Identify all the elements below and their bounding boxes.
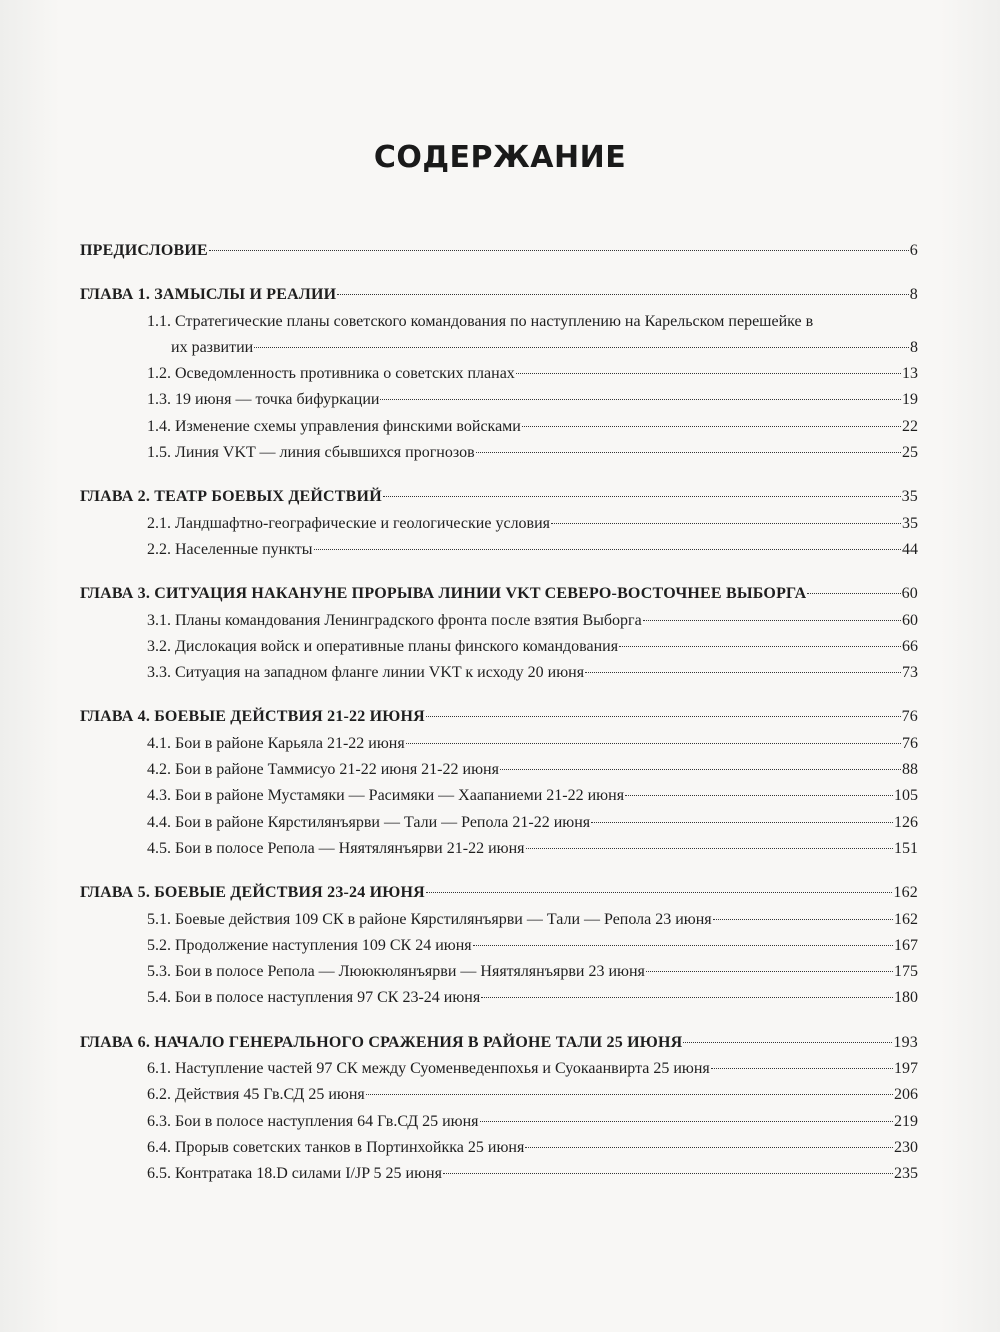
toc-page-number: 105 [894,787,918,805]
toc-entry-label: 6.4. Прорыв советских танков в Портинхойкка 25 июня [147,1138,525,1156]
toc-entry-label: ГЛАВА 2. ТЕАТР БОЕВЫХ ДЕЙСТВИЙ [80,488,382,506]
toc-section-entry[interactable] [80,907,918,933]
toc-page-number: 22 [902,417,918,435]
toc-entry-label: их развитии [171,338,254,356]
toc-entry-label: 1.3. 19 июня — точка бифуркации [147,391,380,409]
toc-section-entry[interactable] [80,1161,918,1187]
toc-entry-continuation [80,335,918,361]
toc-section-entry[interactable] [80,757,918,783]
dot-leader [619,646,901,647]
dot-leader [480,1121,893,1122]
toc-section-entry[interactable] [80,309,918,362]
toc-page-number: 60 [902,611,918,629]
toc-section-entry[interactable] [80,414,918,440]
toc-page-number: 175 [894,963,918,981]
toc-section-entry[interactable] [80,511,918,537]
dot-leader [406,743,901,744]
toc-entry-label: ГЛАВА 3. СИТУАЦИЯ НАКАНУНЕ ПРОРЫВА ЛИНИИ VKT СЕВЕРО-ВОСТОЧНЕЕ ВЫБОРГА [80,585,807,603]
toc-chapter-5[interactable] [80,880,918,906]
toc-chapter-block [80,484,918,563]
toc-page-number: 88 [902,761,918,779]
toc-chapter-4[interactable] [80,704,918,730]
dot-leader [585,672,901,673]
dot-leader [713,919,893,920]
dot-leader [683,1042,892,1043]
toc-section-entry[interactable] [80,608,918,634]
toc-page-number: 8 [909,286,918,304]
toc-chapter-block [80,581,918,686]
toc-page-number: 6 [909,242,918,259]
toc-entry-label: 3.3. Ситуация на западном фланге линии VKT к исходу 20 июня [147,664,585,682]
toc-entry-label: 1.4. Изменение схемы управления финскими войсками [147,417,521,435]
toc-entry-label: 6.2. Действия 45 Гв.СД 25 июня [147,1086,365,1104]
toc-entry-label: 1.5. Линия VKT — линия сбывшихся прогнозов [147,444,475,462]
toc-page-number: 8 [910,338,918,356]
toc-chapter-3[interactable] [80,581,918,607]
toc-section-entry[interactable] [80,1109,918,1135]
toc-chapter-block [80,1030,918,1188]
toc-chapter-block [80,880,918,1011]
toc-page-number: 126 [894,813,918,831]
dot-leader [646,971,893,972]
toc-page-number: 13 [902,365,918,383]
toc-chapter-block [80,704,918,862]
toc-entry-label: ПРЕДИСЛОВИЕ [80,242,208,259]
dot-leader [516,373,901,374]
toc-page-number: 167 [894,936,918,954]
toc-entry-label: 6.1. Наступление частей 97 СК между Суоменведенпохья и Суокаанвирта 25 июня [147,1060,710,1078]
dot-leader [525,1147,893,1148]
toc-entry-label: 4.1. Бои в районе Карьяла 21-22 июня [147,734,405,752]
toc-section-entry[interactable] [80,387,918,413]
toc-section-entry[interactable] [80,731,918,757]
toc-entry-label: ГЛАВА 4. БОЕВЫЕ ДЕЙСТВИЯ 21-22 ИЮНЯ [80,708,425,726]
toc-entry-label: 4.3. Бои в районе Мустамяки — Расимяки — Хаапаниеми 21-22 июня [147,787,625,805]
toc-entry-label: 6.3. Бои в полосе наступления 64 Гв.СД 25 июня [147,1112,479,1130]
toc-page-number: 197 [894,1060,918,1078]
toc-preface [80,238,918,264]
toc-entry-label-line1: 1.1. Стратегические планы советского командования по наступлению на Карельском перешейке в [147,312,814,330]
dot-leader [473,945,893,946]
toc-chapter-1[interactable] [80,282,918,308]
toc-page-number: 151 [894,839,918,857]
toc-page-number: 60 [901,585,918,603]
toc-section-entry[interactable] [80,361,918,387]
toc-page-number: 19 [902,391,918,409]
toc-chapter-6[interactable] [80,1030,918,1056]
toc-entry-label: 1.2. Осведомленность противника о советских планах [147,365,515,383]
toc-entry-label: 4.2. Бои в районе Таммисуо 21-22 июня 21-22 июня [147,761,499,779]
toc-entry-label: 5.4. Бои в полосе наступления 97 СК 23-24 июня [147,989,481,1007]
dot-leader [426,716,901,717]
toc-section-entry[interactable] [80,836,918,862]
toc-section-entry[interactable] [80,933,918,959]
toc-section-entry[interactable] [80,810,918,836]
toc-entry-label: ГЛАВА 5. БОЕВЫЕ ДЕЙСТВИЯ 23-24 ИЮНЯ [80,884,425,902]
toc-entry-label: 4.5. Бои в полосе Репола — Няятялянъярви 21-22 июня [147,839,525,857]
toc-page-number: 219 [894,1112,918,1130]
toc-page-number: 44 [902,540,918,558]
toc-section-entry[interactable] [80,440,918,466]
toc-entry-label: 6.5. Контратака 18.D силами I/JP 5 25 июня [147,1165,442,1183]
toc-page-number: 230 [894,1138,918,1156]
toc-entry-label: 2.2. Населенные пункты [147,540,313,558]
dot-leader [481,997,893,998]
dot-leader [625,795,893,796]
dot-leader [380,399,901,400]
dot-leader [551,523,901,524]
dot-leader [711,1068,893,1069]
dot-leader [314,549,901,550]
toc-section-entry[interactable] [80,1056,918,1082]
toc-entry-label: ГЛАВА 1. ЗАМЫСЛЫ И РЕАЛИИ [80,286,337,304]
dot-leader [209,250,909,251]
dot-leader [500,769,901,770]
toc-entry-label: 2.1. Ландшафтно-географические и геологические условия [147,514,551,532]
toc-page-number: 206 [894,1086,918,1104]
toc-entry-preface[interactable] [80,238,918,264]
dot-leader [366,1094,893,1095]
toc-page-number: 235 [894,1165,918,1183]
toc-page-number: 35 [902,514,918,532]
dot-leader [254,347,909,348]
toc-entry-label: 4.4. Бои в районе Кярстилянъярви — Тали — Репола 21-22 июня [147,813,591,831]
toc-page-number: 25 [902,444,918,462]
toc-section-entry[interactable] [80,537,918,563]
dot-leader [426,892,892,893]
dot-leader [522,426,901,427]
toc-entry-label: 5.3. Бои в полосе Репола — Лююкюлянъярви — Няятялянъярви 23 июня [147,963,645,981]
toc-page-number: 66 [902,637,918,655]
toc-chapter-2[interactable] [80,484,918,510]
toc-section-entry[interactable] [80,959,918,985]
toc-entry-label: ГЛАВА 6. НАЧАЛО ГЕНЕРАЛЬНОГО СРАЖЕНИЯ В РАЙОНЕ ТАЛИ 25 ИЮНЯ [80,1033,683,1051]
toc-section-entry[interactable] [80,1082,918,1108]
dot-leader [383,496,901,497]
dot-leader [643,620,901,621]
toc-entry-label: 3.2. Дислокация войск и оперативные планы финского командования [147,637,619,655]
toc-section-entry[interactable] [80,660,918,686]
dot-leader [337,294,908,295]
toc-page-number: 180 [894,989,918,1007]
toc-page-number: 162 [894,910,918,928]
toc-section-entry[interactable] [80,634,918,660]
toc-entry-label: 3.1. Планы командования Ленинградского фронта после взятия Выборга [147,611,642,629]
dot-leader [443,1173,893,1174]
toc-entry-label: 5.1. Боевые действия 109 СК в районе Кярстилянъярви — Тали — Репола 23 июня [147,910,712,928]
dot-leader [526,848,894,849]
toc-page-number: 76 [902,734,918,752]
toc-page-number: 73 [902,664,918,682]
dot-leader [591,822,893,823]
dot-leader [476,452,901,453]
toc-entry-label: 5.2. Продолжение наступления 109 СК 24 июня [147,936,472,954]
toc-page-number: 162 [893,884,918,902]
toc-section-entry[interactable] [80,1135,918,1161]
toc-section-entry[interactable] [80,985,918,1011]
toc-chapters [80,282,918,1187]
dot-leader [807,593,900,594]
toc-section-entry[interactable] [80,783,918,809]
page-title: СОДЕРЖАНИЕ [373,140,627,175]
toc-page-number: 76 [901,708,918,726]
toc-page-number: 193 [893,1033,918,1051]
toc-page-number: 35 [901,488,918,506]
toc-chapter-block [80,282,918,466]
table-of-contents [80,238,918,1206]
